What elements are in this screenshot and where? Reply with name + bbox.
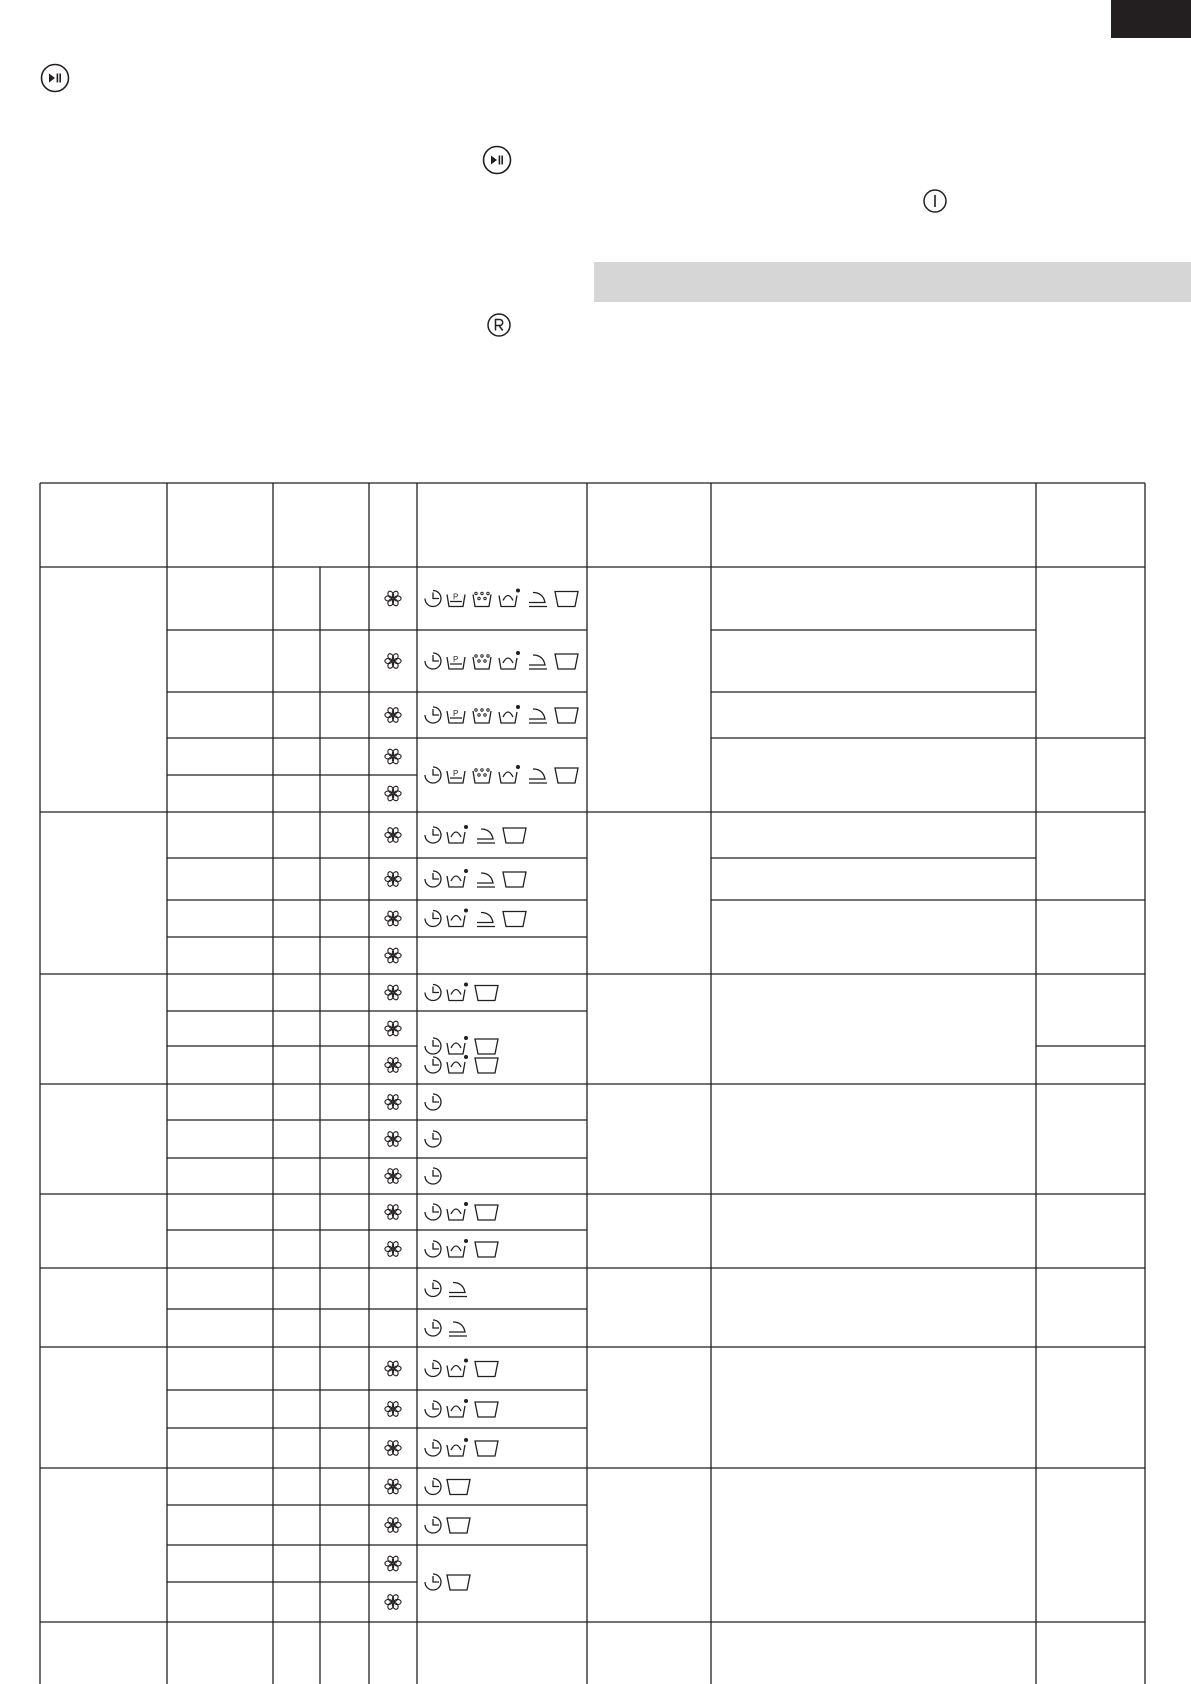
fan-icon <box>385 1057 401 1074</box>
prewash-icon <box>447 769 465 783</box>
timer-icon <box>425 1320 441 1336</box>
rinse-icon <box>529 593 547 607</box>
fan-icon <box>385 653 401 670</box>
fan-icon <box>385 1401 401 1418</box>
rinse-icon <box>477 829 495 843</box>
fan-icon <box>385 1241 401 1258</box>
fan-icon <box>385 1555 401 1572</box>
svg-text:P: P <box>453 592 459 602</box>
wash-icon <box>447 1036 468 1054</box>
rinse-icon <box>529 769 547 783</box>
soak-icon <box>473 655 491 669</box>
timer-icon <box>425 1361 441 1377</box>
timer-icon <box>425 591 441 607</box>
fan-icon <box>385 1478 401 1495</box>
timer-icon <box>425 1204 441 1220</box>
wash-icon <box>447 869 468 887</box>
wash-icon <box>499 589 520 607</box>
timer-icon <box>425 1168 441 1184</box>
drain-icon <box>447 1480 470 1495</box>
wash-icon <box>447 1202 468 1220</box>
drain-icon <box>475 1205 498 1220</box>
fan-icon <box>385 748 401 765</box>
svg-text:P: P <box>453 655 459 664</box>
fan-icon <box>385 1094 401 1111</box>
fan-icon <box>385 1204 401 1221</box>
fan-icon <box>385 1360 401 1377</box>
rinse-icon <box>477 913 495 927</box>
rinse-icon <box>449 1322 467 1336</box>
fan-icon <box>385 910 401 927</box>
timer-icon <box>425 1401 441 1417</box>
fan-icon <box>385 827 401 844</box>
rinse-icon <box>529 709 547 723</box>
wash-icon <box>447 983 468 1001</box>
wash-icon <box>447 1239 468 1257</box>
timer-icon <box>425 1517 441 1533</box>
wash-icon <box>447 1399 468 1417</box>
timer-icon <box>425 1241 441 1257</box>
drain-icon <box>475 1362 498 1377</box>
drain-icon <box>447 1575 470 1590</box>
timer-icon <box>425 1131 441 1147</box>
drain-icon <box>503 872 526 887</box>
timer-icon <box>425 1094 441 1110</box>
drain-icon <box>555 768 578 783</box>
svg-text:P: P <box>453 769 459 778</box>
drain-icon <box>475 1402 498 1417</box>
soak-icon <box>473 592 491 606</box>
timer-icon <box>425 1440 441 1456</box>
wash-icon <box>447 1055 468 1073</box>
fan-icon <box>385 947 401 964</box>
soak-icon <box>473 709 491 723</box>
timer-icon <box>425 1038 441 1054</box>
rinse-icon <box>529 655 547 669</box>
drain-icon <box>475 1441 498 1456</box>
timer-icon <box>425 707 441 723</box>
wash-icon <box>447 909 468 927</box>
drain-icon <box>475 1242 498 1257</box>
timer-icon <box>425 1479 441 1495</box>
timer-icon <box>425 985 441 1001</box>
fan-icon <box>385 1131 401 1148</box>
drain-icon <box>555 654 578 669</box>
wash-icon <box>499 765 520 783</box>
drain-icon <box>475 986 498 1001</box>
fan-icon <box>385 1168 401 1185</box>
rinse-icon <box>449 1283 467 1297</box>
wash-icon <box>447 1438 468 1456</box>
timer-icon <box>425 911 441 927</box>
drain-icon <box>555 708 578 723</box>
timer-icon <box>425 1057 441 1073</box>
prewash-icon <box>447 593 465 607</box>
timer-icon <box>425 1574 441 1590</box>
drain-icon <box>503 912 526 927</box>
timer-icon <box>425 871 441 887</box>
drain-icon <box>475 1039 498 1054</box>
rinse-icon <box>477 873 495 887</box>
drain-icon <box>503 828 526 843</box>
fan-icon <box>385 1440 401 1457</box>
soak-icon <box>473 769 491 783</box>
wash-icon <box>499 651 520 669</box>
fan-icon <box>385 984 401 1001</box>
drain-icon <box>447 1518 470 1533</box>
timer-icon <box>425 1281 441 1297</box>
wash-icon <box>447 825 468 843</box>
timer-icon <box>425 827 441 843</box>
timer-icon <box>425 767 441 783</box>
prewash-icon <box>447 655 465 669</box>
wash-icon <box>447 1359 468 1377</box>
fan-icon <box>385 1517 401 1534</box>
fan-icon <box>385 871 401 888</box>
drain-icon <box>475 1058 498 1073</box>
prewash-icon <box>447 709 465 723</box>
fan-icon <box>385 785 401 802</box>
fan-icon <box>385 1020 401 1037</box>
fan-icon <box>385 590 401 607</box>
timer-icon <box>425 653 441 669</box>
wash-icon <box>499 705 520 723</box>
fan-icon <box>385 707 401 724</box>
drain-icon <box>555 592 578 607</box>
svg-text:P: P <box>453 709 459 718</box>
fan-icon <box>385 1594 401 1611</box>
